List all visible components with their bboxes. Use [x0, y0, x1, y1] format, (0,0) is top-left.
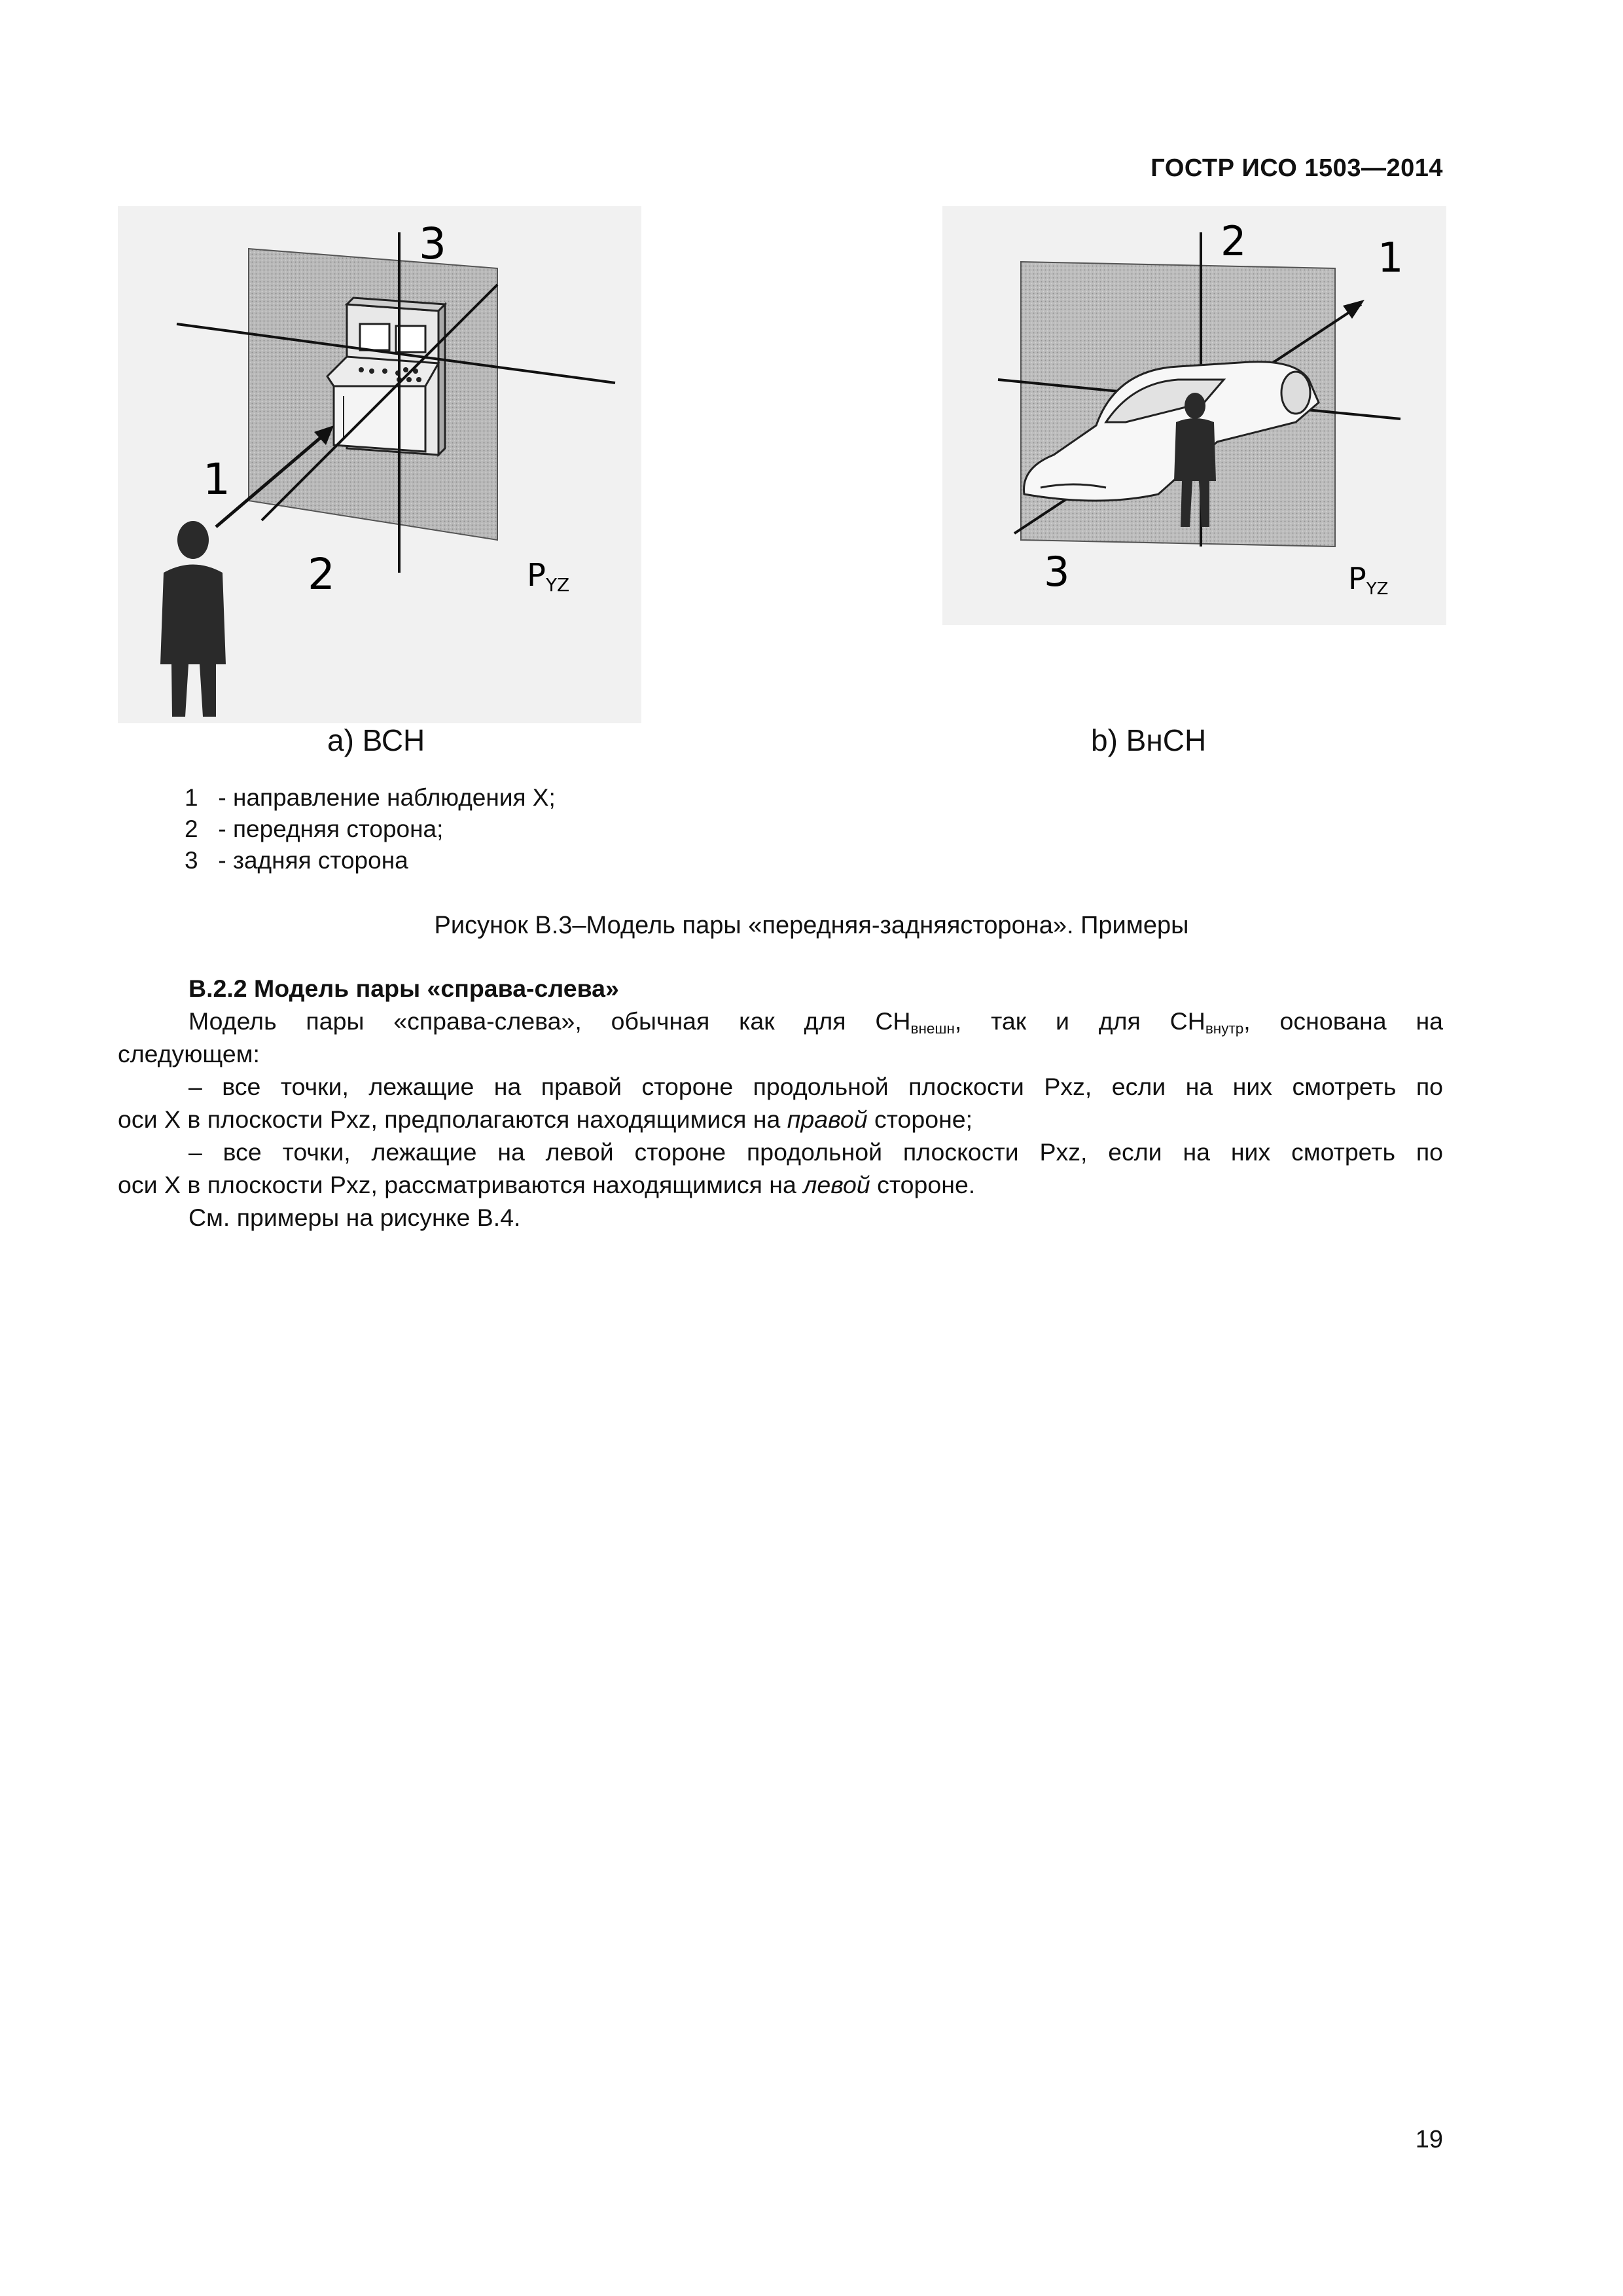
section-title: В.2.2 Модель пары «справа-слева»	[188, 975, 619, 1002]
callout-2: 2	[308, 549, 335, 600]
paragraph-line: – все точки, лежащие на правой стороне продольной плоскости Pxz, если на них смотреть по	[188, 1073, 1443, 1100]
paragraph-line: следующем:	[118, 1040, 260, 1067]
callout-2: 2	[1221, 217, 1247, 265]
legend-item: 3 - задняя сторона	[185, 847, 408, 874]
legend-item: 1 - направление наблюдения X;	[185, 784, 556, 811]
panel-b-label: b) ВнСН	[1091, 723, 1207, 757]
callout-1: 1	[203, 454, 230, 505]
callout-3: 3	[1044, 548, 1070, 596]
paragraph-line: См. примеры на рисунке В.4.	[188, 1204, 521, 1231]
document-header: ГОСТР ИСО 1503—2014	[1150, 154, 1443, 182]
callout-1: 1	[1378, 234, 1404, 281]
figure-legend	[185, 782, 556, 876]
figure-a-illustration	[118, 206, 641, 723]
plane-label: PYZ	[527, 557, 570, 596]
paragraph-line: оси X в плоскости Pxz, предполагаются находящимися на правой стороне;	[118, 1105, 973, 1133]
paragraph-line: – все точки, лежащие на левой стороне продольной плоскости Pxz, если на них смотреть по	[188, 1138, 1443, 1166]
callout-3: 3	[419, 219, 446, 269]
figure-caption: Рисунок В.3–Модель пары «передняя-задняясторона». Примеры	[434, 912, 1189, 939]
paragraph-line: Модель пары «справа-слева», обычная как для $СН_{внешн}$, так и для $СН_{внутр}$, основана на	[188, 1007, 1444, 1037]
legend-item: 2 - передняя сторона;	[185, 816, 444, 842]
plane-label: PYZ	[1348, 561, 1389, 599]
panel-a-label: a) ВСН	[327, 723, 425, 757]
section-body	[118, 972, 1443, 1234]
figure-b-illustration	[942, 206, 1446, 625]
paragraph-line: оси X в плоскости Pxz, рассматриваются находящимися на левой стороне.	[118, 1171, 976, 1198]
page-number: 19	[1415, 2126, 1443, 2153]
